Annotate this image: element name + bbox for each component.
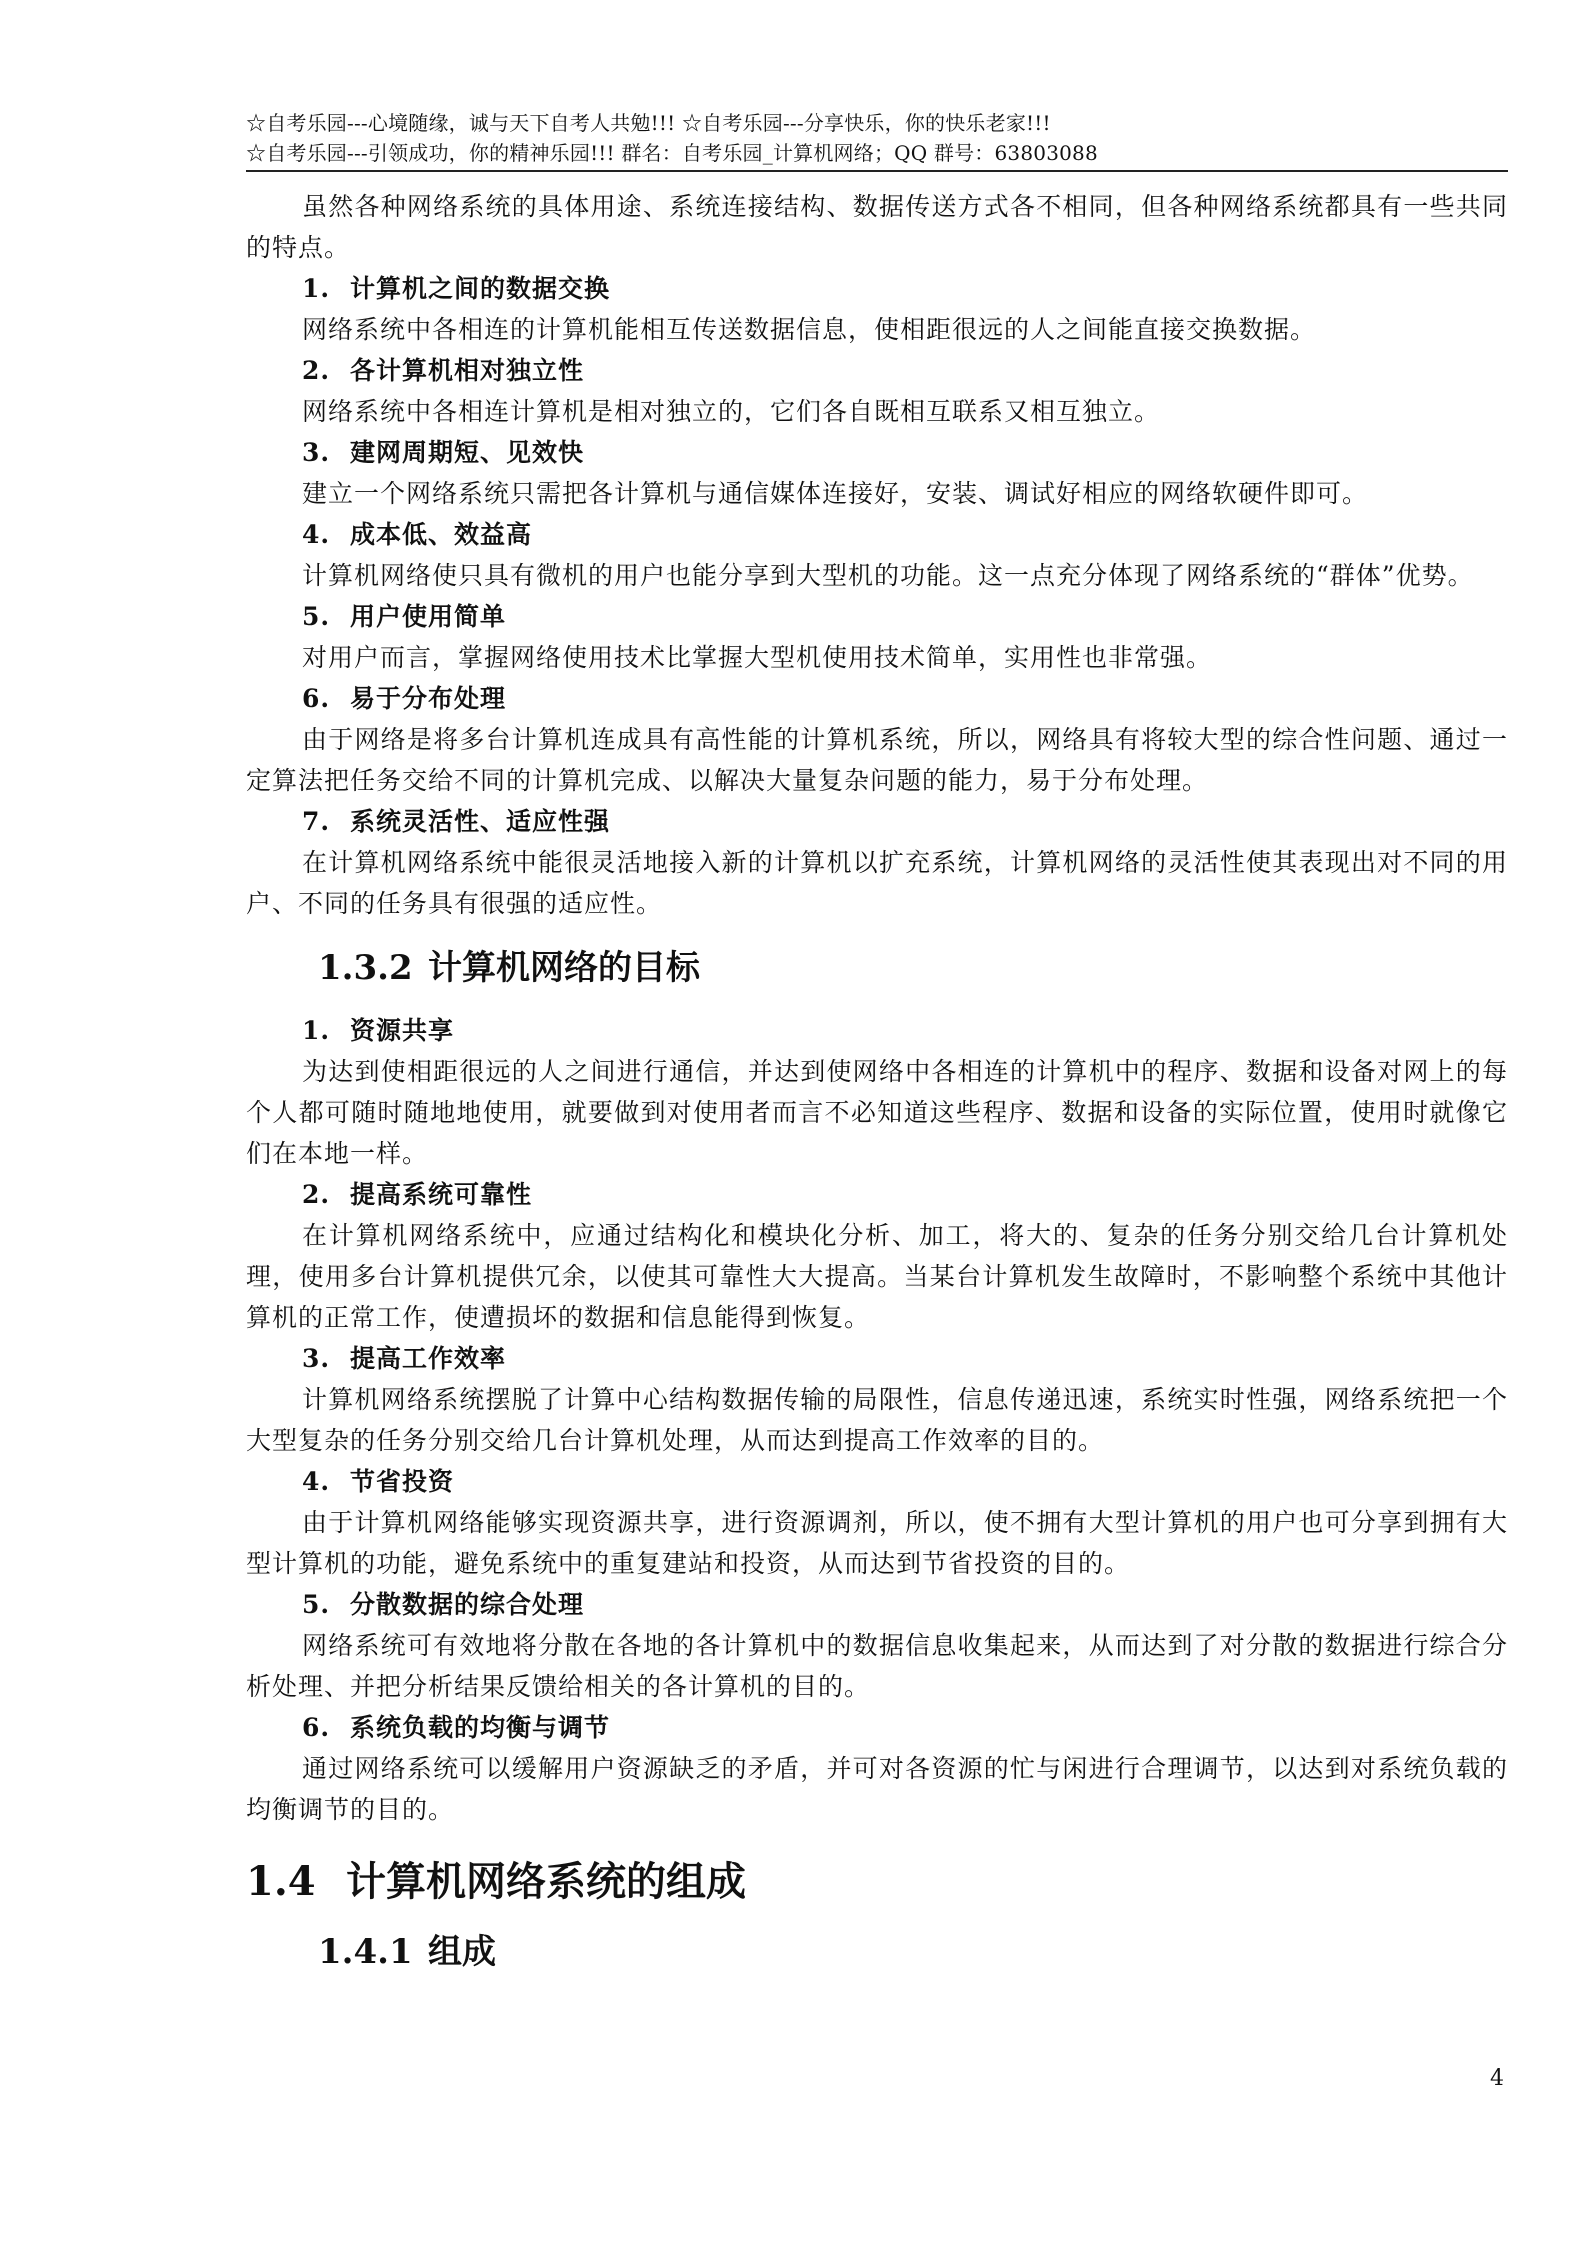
list-item	[246, 1174, 1508, 1338]
item-number: 7.	[302, 807, 331, 836]
list-item	[246, 596, 1508, 678]
item-title: 各计算机相对独立性	[350, 356, 585, 385]
section-title: 计算机网络系统的组成	[346, 1858, 746, 1905]
item-text: 网络系统中各相连计算机是相对独立的，它们各自既相互联系又相互独立。	[302, 397, 1161, 426]
list-item	[246, 514, 1508, 596]
list-item	[246, 678, 1508, 801]
item-text: 计算机网络系统摆脱了计算中心结构数据传输的局限性，信息传递迅速，系统实时性强，网络系统把一个大型复杂的任务分别交给几台计算机处理，从而达到提高工作效率的目的。	[246, 1385, 1508, 1455]
item-text: 网络系统可有效地将分散在各地的各计算机中的数据信息收集起来，从而达到了对分散的数据进行综合分析处理、并把分析结果反馈给相关的各计算机的目的。	[246, 1631, 1508, 1701]
section-number: 1.4.1	[318, 1932, 413, 1972]
item-number: 3.	[302, 438, 331, 467]
item-title: 节省投资	[350, 1467, 455, 1496]
item-text: 在计算机网络系统中，应通过结构化和模块化分析、加工，将大的、复杂的任务分别交给几台计算机处理，使用多台计算机提供冗余，以使其可靠性大大提高。当某台计算机发生故障时，不影响整个系统中其他计算机的正常工作，使遭损坏的数据和信息能得到恢复。	[246, 1221, 1508, 1332]
section-number: 1.4	[246, 1858, 316, 1905]
item-number: 1.	[302, 1016, 331, 1045]
list-item	[246, 350, 1508, 432]
item-text: 由于计算机网络能够实现资源共享，进行资源调剂，所以，使不拥有大型计算机的用户也可分享到拥有大型计算机的功能，避免系统中的重复建站和投资，从而达到节省投资的目的。	[246, 1508, 1508, 1578]
item-title: 成本低、效益高	[350, 520, 533, 549]
item-heading	[246, 350, 1508, 391]
item-title: 提高工作效率	[350, 1344, 507, 1373]
item-heading	[246, 1010, 1508, 1051]
goals-list	[246, 1010, 1508, 1830]
item-text: 为达到使相距很远的人之间进行通信，并达到使网络中各相连的计算机中的程序、数据和设备对网上的每个人都可随时随地地使用，就要做到对使用者而言不必知道这些程序、数据和设备的实际位置，使用时就像它们在本地一样。	[246, 1057, 1508, 1168]
item-heading	[246, 268, 1508, 309]
item-heading	[246, 801, 1508, 842]
document-page	[246, 108, 1508, 1994]
item-heading	[246, 596, 1508, 637]
item-number: 2.	[302, 356, 331, 385]
section-title: 计算机网络的目标	[428, 948, 700, 988]
list-item	[246, 1461, 1508, 1584]
list-item	[246, 1338, 1508, 1461]
item-title: 资源共享	[350, 1016, 455, 1045]
item-number: 2.	[302, 1180, 331, 1209]
item-number: 5.	[302, 602, 331, 631]
list-item	[246, 432, 1508, 514]
intro-paragraph: 虽然各种网络系统的具体用途、系统连接结构、数据传送方式各不相同，但各种网络系统都具有一些共同的特点。	[246, 192, 1508, 262]
item-text: 计算机网络使只具有微机的用户也能分享到大型机的功能。这一点充分体现了网络系统的“群体”优势。	[302, 561, 1474, 590]
item-number: 6.	[302, 684, 331, 713]
item-number: 5.	[302, 1590, 331, 1619]
header-line-1: ☆自考乐园---心境随缘，诚与天下自考人共勉!!! ☆自考乐园---分享快乐，你的快乐老家!!!	[246, 111, 1051, 135]
item-heading	[246, 1707, 1508, 1748]
section-heading-1-4	[246, 1856, 1508, 1908]
item-title: 计算机之间的数据交换	[350, 274, 611, 303]
page-number: 4	[1490, 2066, 1504, 2091]
item-heading	[246, 432, 1508, 473]
item-title: 分散数据的综合处理	[350, 1590, 585, 1619]
section-number: 1.3.2	[318, 948, 413, 988]
item-number: 3.	[302, 1344, 331, 1373]
item-title: 易于分布处理	[350, 684, 507, 713]
item-title: 系统负载的均衡与调节	[350, 1713, 611, 1742]
item-title: 系统灵活性、适应性强	[350, 807, 611, 836]
header-line-2: ☆自考乐园---引领成功，你的精神乐园!!! 群名：自考乐园_计算机网络；QQ 群号：63803088	[246, 141, 1098, 165]
item-text: 通过网络系统可以缓解用户资源缺乏的矛盾，并可对各资源的忙与闲进行合理调节，以达到对系统负载的均衡调节的目的。	[246, 1754, 1508, 1824]
item-number: 1.	[302, 274, 331, 303]
features-list	[246, 268, 1508, 924]
list-item	[246, 1010, 1508, 1174]
item-heading	[246, 1584, 1508, 1625]
item-text: 在计算机网络系统中能很灵活地接入新的计算机以扩充系统，计算机网络的灵活性使其表现出对不同的用户、不同的任务具有很强的适应性。	[246, 848, 1508, 918]
item-text: 网络系统中各相连的计算机能相互传送数据信息，使相距很远的人之间能直接交换数据。	[302, 315, 1317, 344]
item-text: 建立一个网络系统只需把各计算机与通信媒体连接好，安装、调试好相应的网络软硬件即可。	[302, 479, 1369, 508]
list-item	[246, 268, 1508, 350]
item-text: 对用户而言，掌握网络使用技术比掌握大型机使用技术简单，实用性也非常强。	[302, 643, 1213, 672]
item-heading	[246, 678, 1508, 719]
item-number: 4.	[302, 1467, 331, 1496]
item-heading	[246, 1338, 1508, 1379]
item-number: 6.	[302, 1713, 331, 1742]
item-heading	[246, 1174, 1508, 1215]
item-text: 由于网络是将多台计算机连成具有高性能的计算机系统，所以，网络具有将较大型的综合性问题、通过一定算法把任务交给不同的计算机完成、以解决大量复杂问题的能力，易于分布处理。	[246, 725, 1508, 795]
item-heading	[246, 514, 1508, 555]
item-title: 建网周期短、见效快	[350, 438, 585, 467]
item-title: 提高系统可靠性	[350, 1180, 533, 1209]
list-item	[246, 1584, 1508, 1707]
list-item	[246, 801, 1508, 924]
section-title: 组成	[428, 1932, 496, 1972]
item-heading	[246, 1461, 1508, 1502]
section-heading-1-4-1	[246, 1930, 1508, 1974]
section-heading-1-3-2	[246, 946, 1508, 990]
item-title: 用户使用简单	[350, 602, 507, 631]
item-number: 4.	[302, 520, 331, 549]
list-item	[246, 1707, 1508, 1830]
document-body	[246, 186, 1508, 1974]
page-header	[246, 108, 1508, 172]
